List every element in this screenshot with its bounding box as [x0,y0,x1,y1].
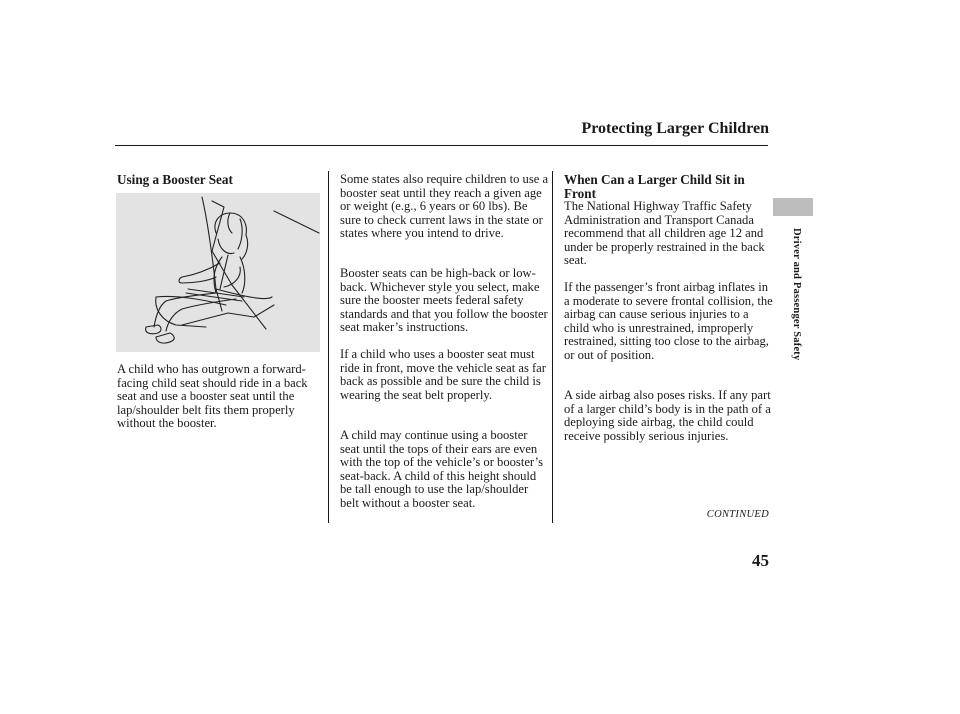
column-divider-left [328,171,329,523]
page-number: 45 [752,551,769,570]
right-paragraph-front-airbag-risk: If the passenger’s front airbag inflates in a moderate to severe frontal collision, the airbag can cause serious injuries to a child who is unrestrained, improperly restrained, sitting too close to the airbag, or out of position. [564,280,773,362]
section-heading-booster-seat: Using a Booster Seat [117,172,233,187]
right-paragraph-side-airbag-risk: A side airbag also poses risks. If any part of a larger child’s body is in the path of a deploying side airbag, the child could receive possibly serious injuries. [564,388,771,443]
page-title: Protecting Larger Children [581,120,769,137]
booster-seat-illustration [116,193,320,352]
column-divider-right [552,171,553,523]
section-heading-front-seat: When Can a Larger Child Sit in Front [564,172,745,201]
right-paragraph-nhtsa-recommendation: The National Highway Traffic Safety Administration and Transport Canada recommend that all children age 12 and under be properly restrained in the back seat. [564,199,765,268]
child-in-booster-seat-image [116,193,320,352]
side-section-label: Driver and Passenger Safety [791,228,802,361]
header-rule [115,145,768,146]
continued-label: CONTINUED [706,509,769,520]
middle-paragraph-state-laws: Some states also require children to use a booster seat until they reach a given age or weight (e.g., 6 years or 60 lbs). Be sure to check current laws in the state or states where you intend to drive. [340,172,549,241]
booster-seat-intro-paragraph: A child who has outgrown a forward-facing child seat should ride in a back seat and use a booster seat until the lap/shoulder belt fits them properly without the booster. [117,362,308,431]
section-tab-marker [773,198,813,216]
middle-paragraph-outgrowing-booster: A child may continue using a booster seat until the tops of their ears are even with the top of the vehicle’s or booster’s seat-back. A child of this height should be tall enough to use the lap/shoulder belt without a booster seat. [340,428,543,510]
middle-paragraph-front-seat: If a child who uses a booster seat must ride in front, move the vehicle seat as far back as possible and be sure the child is wearing the seat belt properly. [340,347,546,402]
middle-paragraph-booster-types: Booster seats can be high-back or low-back. Whichever style you select, make sure the booster meets federal safety standards and that you follow the booster seat maker’s instructions. [340,266,548,335]
